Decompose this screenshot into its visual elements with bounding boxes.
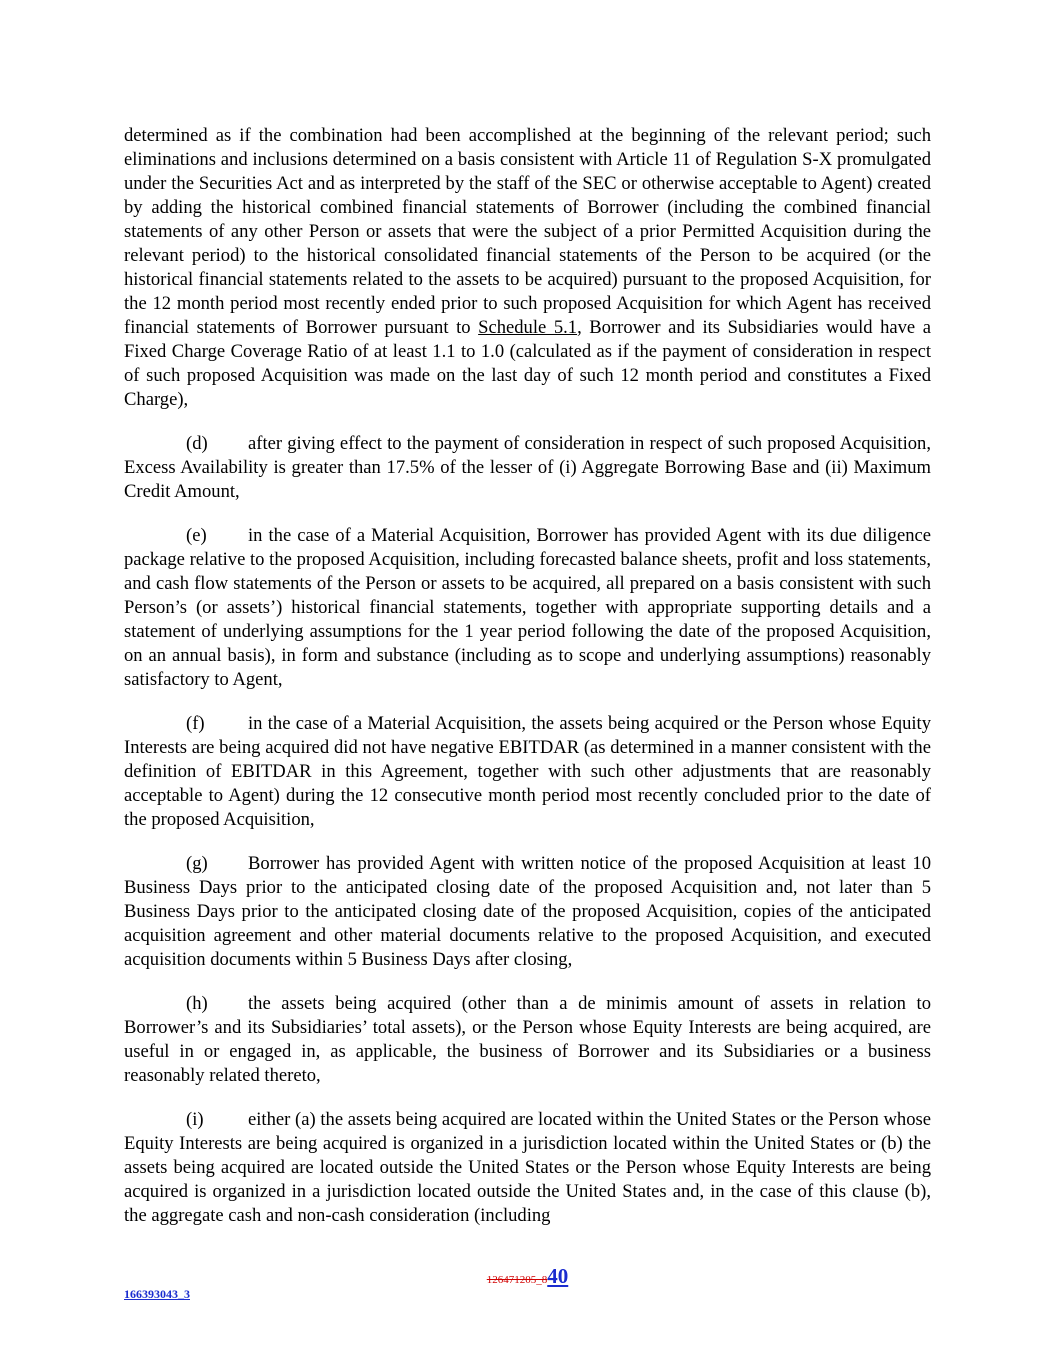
clause-f	[124, 712, 931, 832]
clause-text: in the case of a Material Acquisition, the assets being acquired or the Person whose Equity Interests are being acquired did not have negative EBITDAR (as determined in a manner consistent with the definition of EBITDAR in this Agreement, together with such other adjustments that are reasonably acceptable to Agent) during the 12 consecutive month period most recently concluded prior to the date of the proposed Acquisition,	[124, 713, 931, 830]
continuation-text-after: , Borrower and its Subsidiaries would have a Fixed Charge Coverage Ratio of at least 1.1 to 1.0 (calculated as if the payment of consideration in respect of such proposed Acquisition was made on the last day of such 12 month period and constitutes a Fixed Charge),	[124, 317, 931, 410]
clause-h	[124, 992, 931, 1088]
clause-label: (g)	[186, 853, 208, 874]
clause-label: (h)	[186, 993, 208, 1014]
continuation-paragraph	[124, 124, 931, 412]
schedule-reference: Schedule 5.1	[478, 317, 578, 338]
deleted-page-ref: 126471205_8	[486, 1274, 548, 1286]
clause-g	[124, 852, 931, 972]
clause-i	[124, 1108, 931, 1228]
page-number: 40	[547, 1264, 569, 1288]
document-id: 166393043_3	[124, 1287, 190, 1301]
clause-text: Borrower has provided Agent with written notice of the proposed Acquisition at least 10 Business Days prior to the anticipated closing date of the proposed Acquisition and, not later than 5 Business Days prior to the anticipated closing date of the proposed Acquisition, copies of the anticipated acquisition agreement and other material documents relative to the proposed Acquisition, and executed acquisition documents within 5 Business Days after closing,	[124, 853, 931, 970]
clause-text: in the case of a Material Acquisition, Borrower has provided Agent with its due diligence package relative to the proposed Acquisition, including forecasted balance sheets, profit and loss statements, and cash flow statements of the Person or assets to be acquired, all prepared on a basis consistent with such Person’s (or assets’) historical financial statements, together with appropriate supporting details and a statement of underlying assumptions for the 1 year period following the date of the proposed Acquisition, on an annual basis), in form and substance (including as to scope and underlying assumptions) reasonably satisfactory to Agent,	[124, 525, 931, 690]
clause-text: either (a) the assets being acquired are located within the United States or the Person whose Equity Interests are being acquired is organized in a jurisdiction located within the United States or (b) the assets being acquired are located outside the United States or the Person whose Equity Interests are being acquired is organized in a jurisdiction located outside the United States and, in the case of this clause (b), the aggregate cash and non-cash consideration (including	[124, 1109, 931, 1226]
continuation-text-before: determined as if the combination had been accomplished at the beginning of the relevant period; such eliminations and inclusions determined on a basis consistent with Article 11 of Regulation S-X promulgated under the Securities Act and as interpreted by the staff of the SEC or otherwise acceptable to Agent) created by adding the historical combined financial statements of Borrower (including the combined financial statements of any other Person or assets that were the subject of a prior Permitted Acquisition during the relevant period) to the historical consolidated financial statements of the Person to be acquired (or the historical financial statements related to the assets to be acquired) pursuant to the proposed Acquisition, for the 12 month period most recently ended prior to such proposed Acquisition for which Agent has received financial statements of Borrower pursuant to	[124, 125, 931, 338]
clause-label: (f)	[186, 713, 205, 734]
clause-d	[124, 432, 931, 504]
clause-text: the assets being acquired (other than a de minimis amount of assets in relation to Borrower’s and its Subsidiaries’ total assets), or the Person whose Equity Interests are being acquired, are useful in or engaged in, as applicable, the business of Borrower and its Subsidiaries or a business reasonably related thereto,	[124, 993, 931, 1086]
clause-label: (i)	[186, 1109, 204, 1130]
clause-text: after giving effect to the payment of consideration in respect of such proposed Acquisition, Excess Availability is greater than 17.5% of the lesser of (i) Aggregate Borrowing Base and (ii) Maximum Credit Amount,	[124, 433, 931, 502]
document-body	[124, 124, 931, 1248]
clause-label: (e)	[186, 525, 207, 546]
clause-e	[124, 524, 931, 692]
clause-label: (d)	[186, 433, 208, 454]
